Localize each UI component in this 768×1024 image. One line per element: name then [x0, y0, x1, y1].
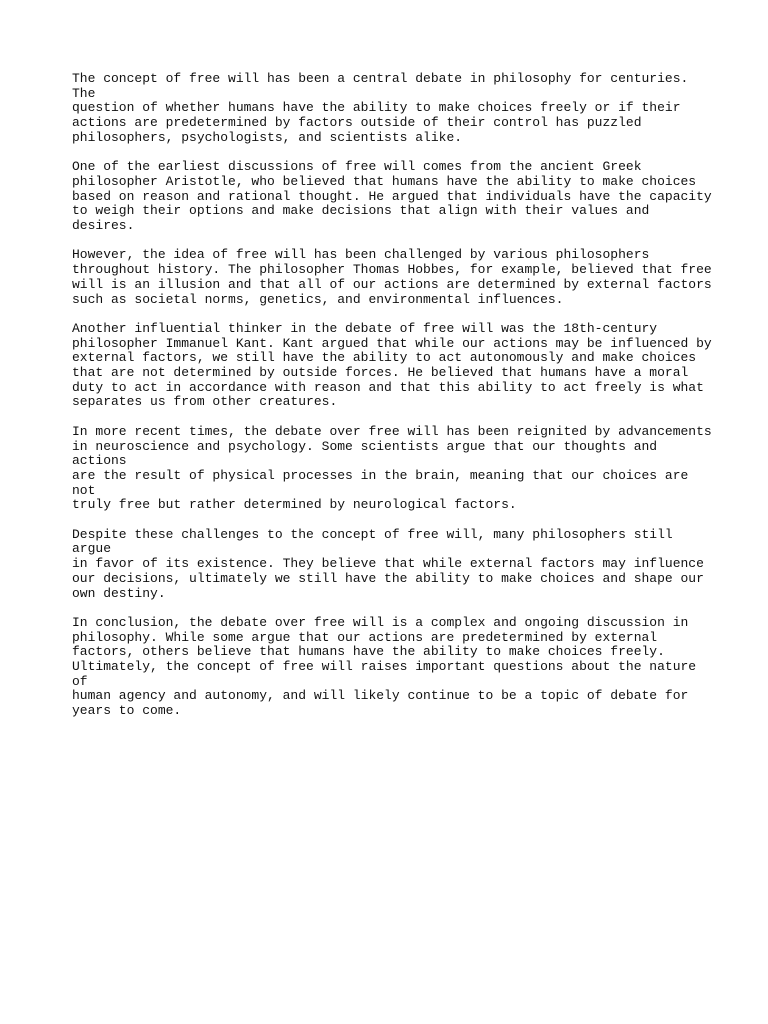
paragraph-intro: The concept of free will has been a central debate in philosophy for centuries. The question of whether humans have the ability to make choices freely or if their actions are predetermined by factors outside of their control has puzzled philosophers, psychologists, and scientists alike. [72, 71, 689, 145]
paragraph-kant: Another influential thinker in the debate of free will was the 18th-century philosopher Immanuel Kant. Kant argued that while our actions may be influenced by external factors, we still have the ability to act autonomously and make choices that are not determined by outside forces. He believed that humans have a moral duty to act in accordance with reason and that this ability to act freely is what separates us from other creatures. [72, 320, 712, 410]
paragraph-conclusion: In conclusion, the debate over free will is a complex and ongoing discussion in philosophy. While some argue that our actions are predetermined by external factors, others believe that humans have the ability to make choices freely. Ultimately, the concept of free will raises important questions about the nature of human agency and autonomy, and will likely continue to be a topic of debate for years to come. [72, 614, 697, 719]
paragraph-aristotle: One of the earliest discussions of free will comes from the ancient Greek philosopher Aristotle, who believed that humans have the ability to make choices based on reason and rational thought. He argued that individuals have the capacity to weigh their options and make decisions that align with their values and desires. [72, 159, 712, 234]
paragraph-defense: Despite these challenges to the concept of free will, many philosophers still argue in favor of its existence. They believe that while external factors may influence our decisions, ultimately we still have the ability to make choices and shape our own destiny. [72, 526, 704, 601]
paragraph-neuroscience: In more recent times, the debate over free will has been reignited by advancements in neuroscience and psychology. Some scientists argue that our thoughts and actions are the result of physical processes in the brain, meaning that our choices are not truly free but rather determined by neurological factors. [72, 423, 712, 513]
paragraph-hobbes: However, the idea of free will has been challenged by various philosophers throughout history. The philosopher Thomas Hobbes, for example, believed that free will is an illusion and that all of our actions are determined by external factors such as societal norms, genetics, and environmental influences. [72, 247, 712, 307]
document-body [72, 72, 712, 734]
